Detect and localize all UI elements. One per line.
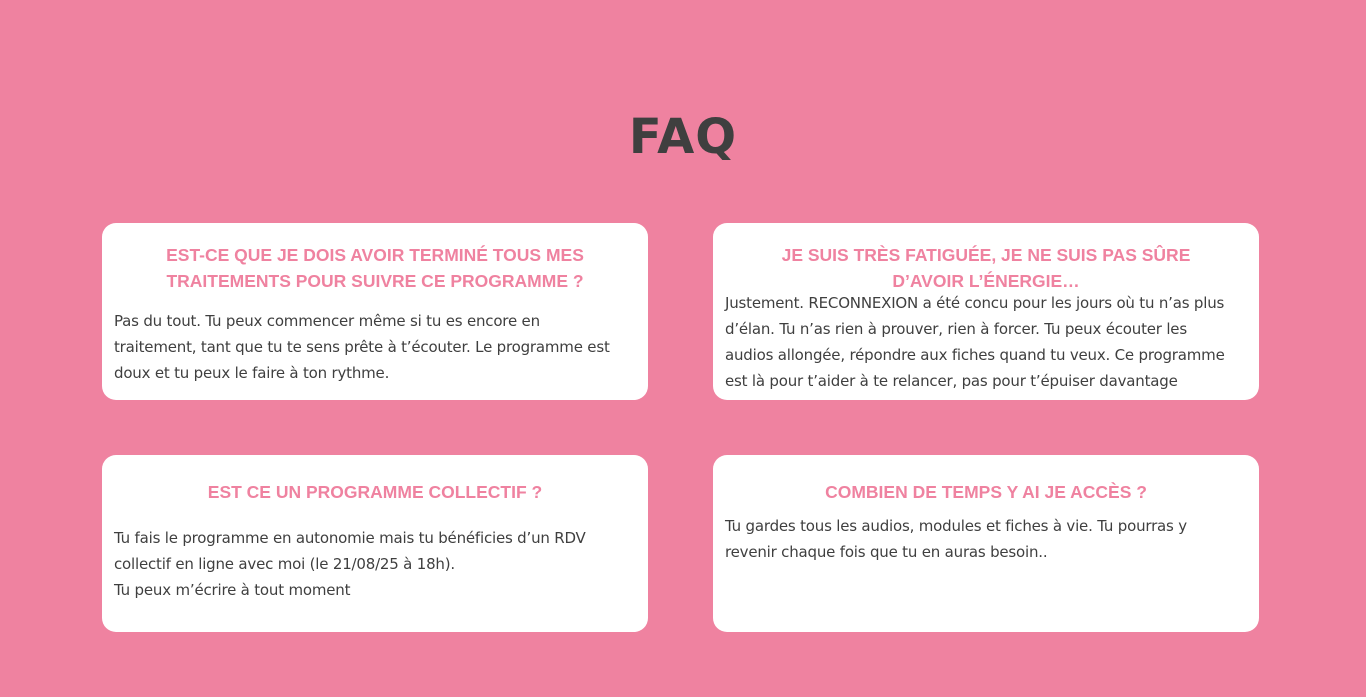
faq-answer: Tu fais le programme en autonomie mais tu bénéficies d’un RDV collectif en ligne avec moi (le 21/08/25 à 18h). Tu peux m’écrire à tout moment	[114, 529, 586, 599]
faq-title: FAQ	[628, 109, 738, 165]
faq-answer: Justement. RECONNEXION a été concu pour les jours où tu n’as plus d’élan. Tu n’as rien à prouver, rien à forcer. Tu peux écouter les audios allongée, répondre aux fiches quand tu veux. Ce programme est là pour t’aider à te relancer, pas pour t’épuiser davantage	[725, 294, 1225, 390]
faq-question: EST CE UN PROGRAMME COLLECTIF ?	[207, 482, 543, 502]
faq-question: JE SUIS TRÈS FATIGUÉE, JE NE SUIS PAS SÛRE D’AVOIR L’ÉNERGIE…	[781, 245, 1191, 291]
faq-card-collective	[102, 455, 648, 632]
faq-card-fatigue	[713, 223, 1259, 400]
faq-answer: Pas du tout. Tu peux commencer même si tu es encore en traitement, tant que tu te sens prête à t’écouter. Le programme est doux et tu peux le faire à ton rythme.	[114, 312, 610, 382]
faq-card-treatments	[102, 223, 648, 400]
faq-card-access	[713, 455, 1259, 632]
faq-answer: Tu gardes tous les audios, modules et fiches à vie. Tu pourras y revenir chaque fois que tu en auras besoin..	[725, 517, 1187, 561]
faq-question: EST-CE QUE JE DOIS AVOIR TERMINÉ TOUS MES TRAITEMENTS POUR SUIVRE CE PROGRAMME ?	[166, 245, 584, 291]
faq-question: COMBIEN DE TEMPS Y AI JE ACCÈS ?	[825, 482, 1147, 502]
